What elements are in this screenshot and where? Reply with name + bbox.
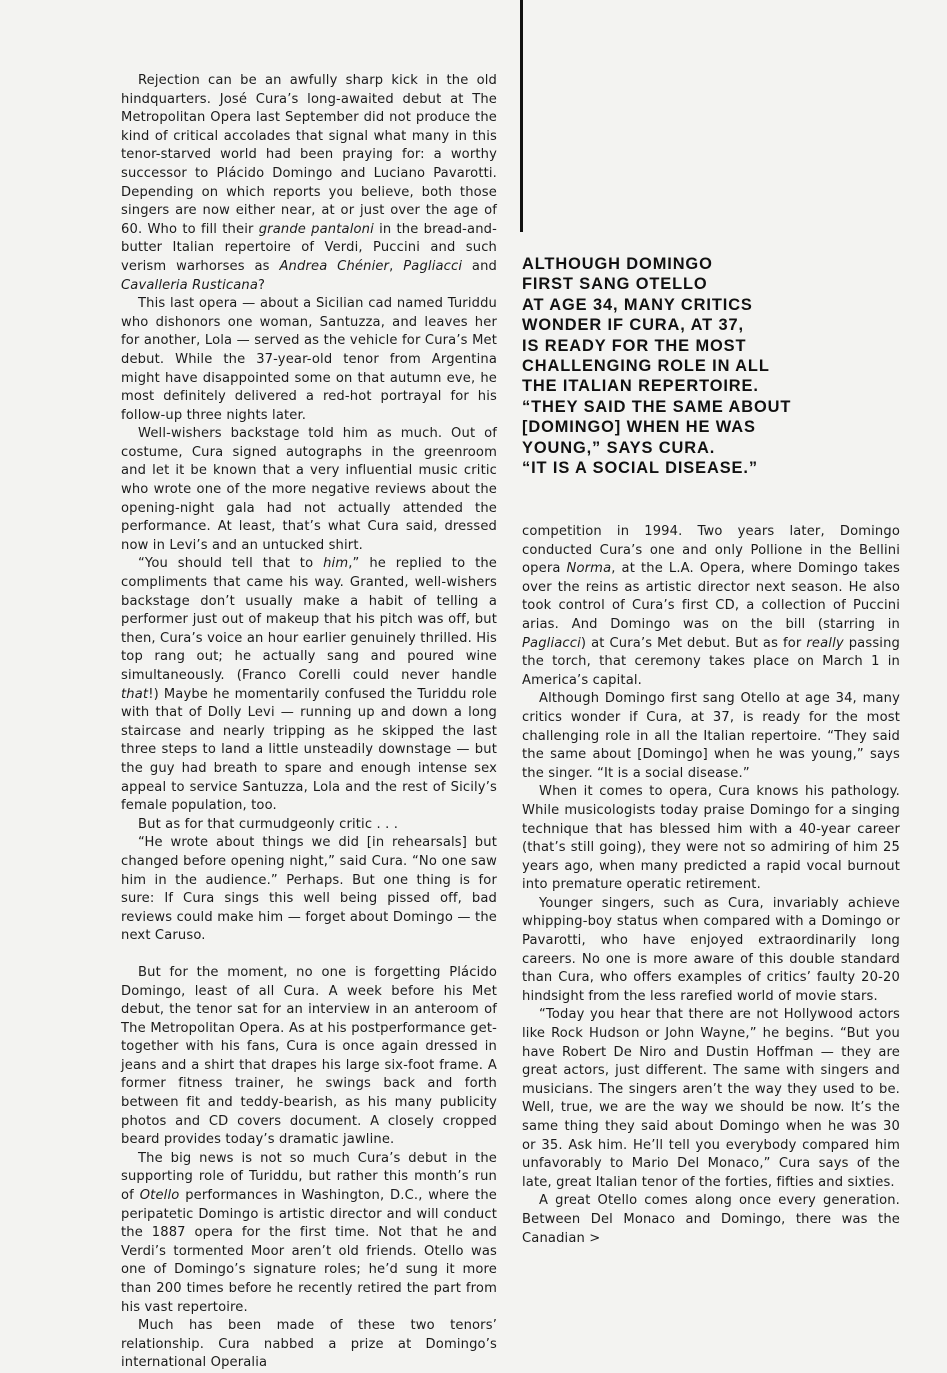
body-text: ,” he replied to the compliments that came his way. Granted, well-wishers backstage don’t usually make a habit of telling a performer just out of makeup that his pitch was off, but then, Cura’s voice an hour earlier genuinely thrilled. His top rang out; he actually sang and poured wine simultaneously. (Franco Corelli could never handle xyxy=(121,556,498,683)
body-text: A great Otello comes along once every generation. Between Del Monaco and Domingo, there was the Canadian > xyxy=(522,1193,900,1246)
body-text: ? xyxy=(258,277,266,293)
body-text: and xyxy=(462,258,498,274)
italic-text: him xyxy=(323,556,349,572)
pull-quote-line: YOUNG,” SAYS CURA. xyxy=(522,438,716,457)
body-text: This last opera — about a Sicilian cad named Turiddu who dishonors one woman, Santuzza, and leaves her for another, Lola — served as the vehicle for Cura’s Met debut. While the 37-year-old tenor from Argentina might have disappointed some on that autumn eve, he most definitely delivered a red-hot portrayal for his follow-up three nights later. xyxy=(121,296,497,423)
body-text: When it comes to opera, Cura knows his pathology. While musicologists today praise Domingo for a singing technique that has blessed him with a 40-year career (that’s still going), they were not so admiring of him 25 years ago, when many predicted a rapid vocal burnout into premature operatic retirement. xyxy=(522,784,900,893)
left-paragraph xyxy=(121,72,497,295)
body-text: But for the moment, no one is forgetting Plácido Domingo, least of all Cura. A week before his Met debut, the tenor sat for an interview in an anteroom of The Metropolitan Opera. As at his postperformance get-together with his fans, Cura is once again dressed in jeans and a shirt that drapes his large six-foot frame. A former fitness trainer, he swings back and forth between fit and teddy-bearish, as his many publicity photos and CD covers document. A closely cropped beard provides today’s dramatic jawline. xyxy=(121,964,497,1148)
pull-quote-line: “THEY SAID THE SAME ABOUT xyxy=(522,397,792,416)
right-paragraph xyxy=(522,523,900,690)
pull-quote-line: “IT IS A SOCIAL DISEASE.” xyxy=(522,459,758,478)
body-text: “He wrote about things we did [in rehearsals] but changed before opening night,” said Cura. “No one saw him in the audience.” Perhaps. But one thing is for sure: If Cura sings this well being pissed off, bad reviews could make him — forget about Domingo — the next Caruso. xyxy=(121,835,497,944)
italic-text: Cavalleria Rusticana xyxy=(121,277,259,293)
left-paragraph xyxy=(121,1150,497,1317)
pull-quote-line: ALTHOUGH DOMINGO xyxy=(522,255,713,273)
pull-quote-line: CHALLENGING ROLE IN ALL xyxy=(522,357,770,376)
italic-text: Pagliacci xyxy=(522,635,581,651)
italic-text: Andrea Chénier xyxy=(279,258,390,274)
article-column-left xyxy=(121,72,497,1373)
right-paragraph xyxy=(522,690,900,783)
pull-quote-line: IS READY FOR THE MOST xyxy=(522,336,747,355)
body-text: Well-wishers backstage told him as much. Out of costume, Cura signed autographs in the greenroom and let it be known that a very influential music critic who wrote one of the more negative reviews about the opening-night gala had not actually attended the performance. At least, that’s what Cura said, dressed now in Levi’s and an untucked shirt. xyxy=(121,426,497,553)
left-paragraph xyxy=(121,295,497,425)
body-text: performances in Washington, D.C., where the peripatetic Domingo is artistic director and will conduct the 1887 opera for the first time. Not that he and Verdi’s tormented Moor aren’t old friends. Otello was one of Domingo’s signature roles; he’d sung it more than 200 times before he recently retired the part from his vast repertoire. xyxy=(121,1188,497,1315)
body-text: , xyxy=(389,258,404,274)
body-text: competition in 1994. Two years later, Domingo conducted Cura’s one and only Pollione in the Bellini opera xyxy=(522,524,900,577)
right-paragraph xyxy=(522,895,900,1007)
body-text: Younger singers, such as Cura, invariably achieve whipping-boy status when compared with a Domingo or Pavarotti, who have enjoyed extraordinarily long careers. No one is more aware of this double standard than Cura, who offers examples of critics’ faulty 20-20 hindsight from the less rarefied world of movie stars. xyxy=(522,895,900,1004)
body-text: passing the torch, that ceremony takes place on March 1 in America’s capital. xyxy=(522,635,900,688)
pull-quote xyxy=(522,254,902,478)
body-text: But as for that curmudgeonly critic . . . xyxy=(138,816,399,832)
body-text: in the bread-and-butter Italian repertoire of Verdi, Puccini and such verism warhorses as xyxy=(121,221,497,274)
pull-quote-line: WONDER IF CURA, AT 37, xyxy=(522,316,744,335)
body-text: “You should tell that to xyxy=(138,556,324,572)
italic-text: really xyxy=(806,635,844,651)
left-paragraph xyxy=(121,425,497,555)
italic-text: Otello xyxy=(139,1188,180,1204)
left-paragraph xyxy=(121,964,497,1150)
italic-text: that xyxy=(121,686,149,702)
body-text: “Today you hear that there are not Hollywood actors like Rock Hudson or John Wayne,” he begins. “But you have Robert De Niro and Dustin Hoffman — they are great actors, just different. The same with singers and musicians. The singers aren’t the way they used to be. Well, true, we are the way we should be now. It’s the same thing they said about Domingo when he was 30 or 35. Ask him. He’ll tell you everybody compared him unfavorably to Mario Del Monaco,” Cura says of the late, great Italian tenor of the forties, fifties and sixties. xyxy=(522,1007,900,1190)
right-paragraph xyxy=(522,783,900,895)
article-column-right xyxy=(522,523,900,1248)
body-text: The big news is not so much Cura’s debut in the supporting role of Turiddu, but rather this month’s run of xyxy=(121,1150,497,1204)
pull-quote-line: AT AGE 34, MANY CRITICS xyxy=(522,295,753,314)
italic-text: Pagliacci xyxy=(403,258,463,274)
pull-quote-line: FIRST SANG OTELLO xyxy=(522,275,708,294)
pull-quote-line: [DOMINGO] WHEN HE WAS xyxy=(522,418,756,437)
italic-text: grande pantaloni xyxy=(258,221,374,237)
vertical-rule xyxy=(520,0,523,232)
body-text: , at the L.A. Opera, where Domingo takes over the reins as artistic director next season. He also took control of Cura’s first CD, a collection of Puccini arias. And Domingo was on the bill (starring in xyxy=(522,561,900,632)
pull-quote-line: THE ITALIAN REPERTOIRE. xyxy=(522,377,759,396)
left-paragraph xyxy=(121,816,497,835)
right-paragraph xyxy=(522,1192,900,1248)
left-paragraph xyxy=(121,555,497,815)
italic-text: Norma xyxy=(566,561,612,577)
left-paragraph xyxy=(121,1317,497,1373)
left-paragraph xyxy=(121,834,497,946)
body-text: Much has been made of these two tenors’ relationship. Cura nabbed a prize at Domingo’s international Operalia xyxy=(121,1318,497,1371)
body-text: Rejection can be an awfully sharp kick in the old hindquarters. José Cura’s long-awaited debut at The Metropolitan Opera last September did not produce the kind of critical accolades that signal what many in this tenor-starved world had been praying for: a worthy successor to Plácido Domingo and Luciano Pavarotti. Depending on which reports you believe, both those singers are now either near, at or just over the age of 60. Who to fill their xyxy=(121,73,497,237)
body-text: !) Maybe he momentarily confused the Turiddu role with that of Dolly Levi — running up and down a long staircase and nearly tripping as he skipped the last three steps to land a little unsteadily downstage — but the guy had breath to spare and enough intense sex appeal to service Santuzza, Lola and the rest of Sicily’s female population, too. xyxy=(121,686,497,814)
right-paragraph xyxy=(522,1006,900,1192)
body-text: Although Domingo first sang Otello at age 34, many critics wonder if Cura, at 37, is ready for the most challenging role in all the Italian repertoire. “They said the same about [Domingo] when he was young,” says the singer. “It is a social disease.” xyxy=(522,691,900,781)
body-text: ) at Cura’s Met debut. But as for xyxy=(580,635,807,651)
